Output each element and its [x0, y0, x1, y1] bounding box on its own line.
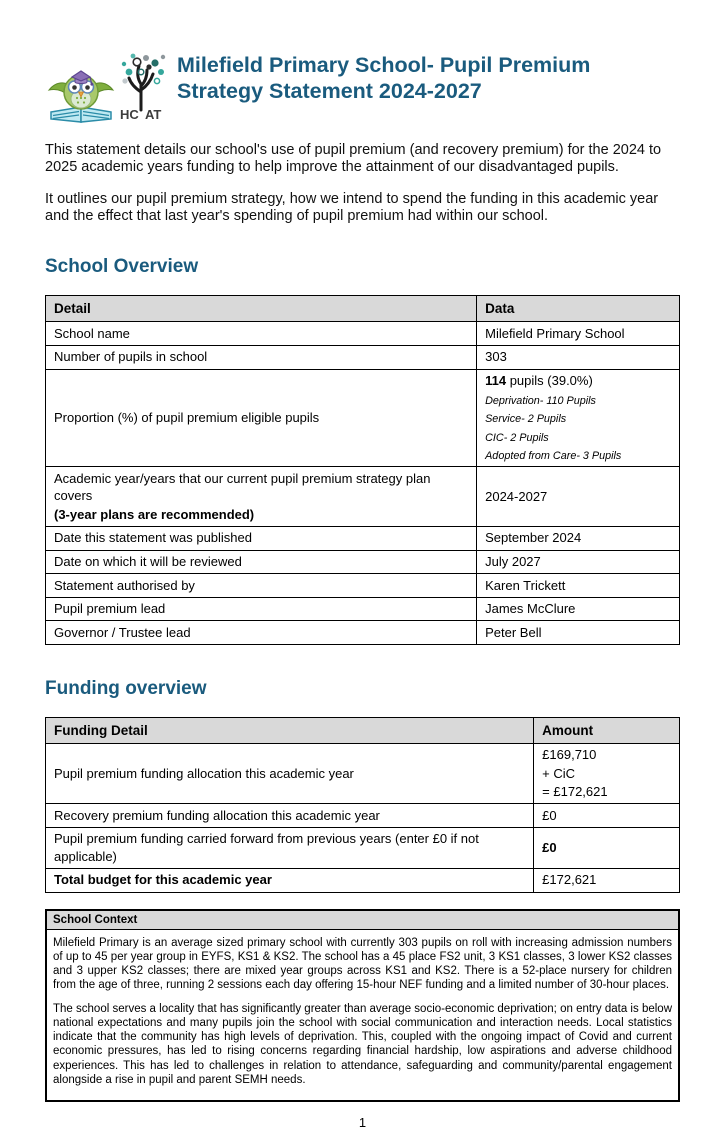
table-cell-detail: Pupil premium funding allocation this academic year: [46, 743, 534, 804]
table-row: [46, 743, 680, 804]
table-cell-detail: Number of pupils in school: [46, 345, 477, 369]
table-cell-detail: School name: [46, 322, 477, 346]
table-row: [46, 369, 680, 467]
table-row: [46, 550, 680, 574]
table-cell-data: September 2024: [477, 526, 680, 550]
school-context-paragraph-2: The school serves a locality that has significantly greater than average socio-economic deprivation; on entry data is below national expectations and many pupils join the school with social communication and interaction needs. Local statistics indicate that the community has high levels of deprivation. This, coupled with the ongoing impact of Covid and current economic pressures, has led to rising concerns regarding financial hardship, low aspirations and adverse childhood experiences. This has led to challenges in relation to attendance, safeguarding and community/parental engagement alongside a rise in pupil and parent SEMH needs.: [53, 1002, 672, 1086]
school-overview-table: [45, 295, 680, 644]
table-row: [46, 621, 680, 645]
page-number: 1: [358, 1115, 367, 1130]
document-title: Milefield Primary School- Pupil Premium Strategy Statement 2024-2027: [177, 53, 591, 104]
document-header: [45, 50, 680, 126]
table-cell-detail: Pupil premium funding carried forward from previous years (enter £0 if not applicable): [46, 827, 534, 868]
hcat-tree-icon: [122, 54, 165, 110]
table-header-row: [46, 717, 680, 743]
table-row: [46, 574, 680, 598]
table-cell-data: £169,710 + CiC = £172,621: [534, 743, 680, 804]
page-footer: [45, 1115, 680, 1130]
table-cell-data: £0: [534, 827, 680, 868]
table-row: [46, 868, 680, 892]
table-cell-data: £172,621: [534, 868, 680, 892]
logo-text-at: AT: [145, 107, 162, 122]
logo-text-hc: HC: [120, 107, 139, 122]
table-cell-data: 303: [477, 345, 680, 369]
table-header-row: [46, 296, 680, 322]
table-cell-data: Peter Bell: [477, 621, 680, 645]
table-cell-data: 2024-2027: [477, 467, 680, 527]
table-cell-data: James McClure: [477, 597, 680, 621]
table-cell-detail: Academic year/years that our current pupil premium strategy plan covers (3-year plans are recommended): [46, 467, 477, 527]
table-cell-data: Karen Trickett: [477, 574, 680, 598]
table-cell-detail: Date on which it will be reviewed: [46, 550, 477, 574]
table-cell-detail: Statement authorised by: [46, 574, 477, 598]
table-row: [46, 827, 680, 868]
table-cell-detail: Recovery premium funding allocation this academic year: [46, 804, 534, 828]
school-context-box: [45, 909, 680, 1103]
table-row: [46, 322, 680, 346]
table-row: [46, 467, 680, 527]
table-row: [46, 804, 680, 828]
intro-paragraph-2: It outlines our pupil premium strategy, how we intend to spend the funding in this academic year and the effect that last year's spending of pupil premium had within our school.: [45, 191, 659, 225]
table-cell-data: £0: [534, 804, 680, 828]
table-row: [46, 526, 680, 550]
table-cell-detail: Total budget for this academic year: [46, 868, 534, 892]
table-cell-detail: Proportion (%) of pupil premium eligible pupils: [46, 369, 477, 467]
table-cell-detail: Governor / Trustee lead: [46, 621, 477, 645]
table-row: [46, 345, 680, 369]
table-cell-detail: Date this statement was published: [46, 526, 477, 550]
school-context-heading: School Context: [47, 911, 678, 930]
table-row: [46, 597, 680, 621]
table-cell-data: July 2027: [477, 550, 680, 574]
table-cell-data: Milefield Primary School: [477, 322, 680, 346]
table-cell-data: 114 pupils (39.0%) Deprivation- 110 Pupils Service- 2 Pupils CIC- 2 Pupils Adopted from Care- 3 Pupils: [477, 369, 680, 467]
section-heading-school-overview: School Overview: [45, 256, 199, 278]
column-header-data: Data: [477, 296, 680, 322]
school-context-paragraph-1: Milefield Primary is an average sized primary school with currently 303 pupils on roll with increasing admission numbers of up to 45 per year group in EYFS, KS1 & KS2. The school has a 45 place FS2 unit, 3 KS1 classes, 3 lower KS2 classes and 3 upper KS2 classes; there are mixed year groups across KS1 and KS2. There is a 52-place nursery for children from the age of three, running 2 sessions each day offering 15-hour NEF funding and a limited number of 30-hour places.: [53, 936, 672, 992]
column-header-funding-detail: Funding Detail: [46, 717, 534, 743]
intro-paragraph-1: This statement details our school's use of pupil premium (and recovery premium) for the 2024 to 2025 academic years funding to help improve the attainment of our disadvantaged pupils.: [45, 142, 662, 176]
section-heading-funding-overview: Funding overview: [45, 677, 207, 699]
school-context-body: [47, 930, 678, 1101]
hcat-owl-logo-icon: [45, 50, 169, 126]
column-header-detail: Detail: [46, 296, 477, 322]
funding-overview-table: [45, 717, 680, 893]
table-cell-detail: Pupil premium lead: [46, 597, 477, 621]
column-header-amount: Amount: [534, 717, 680, 743]
